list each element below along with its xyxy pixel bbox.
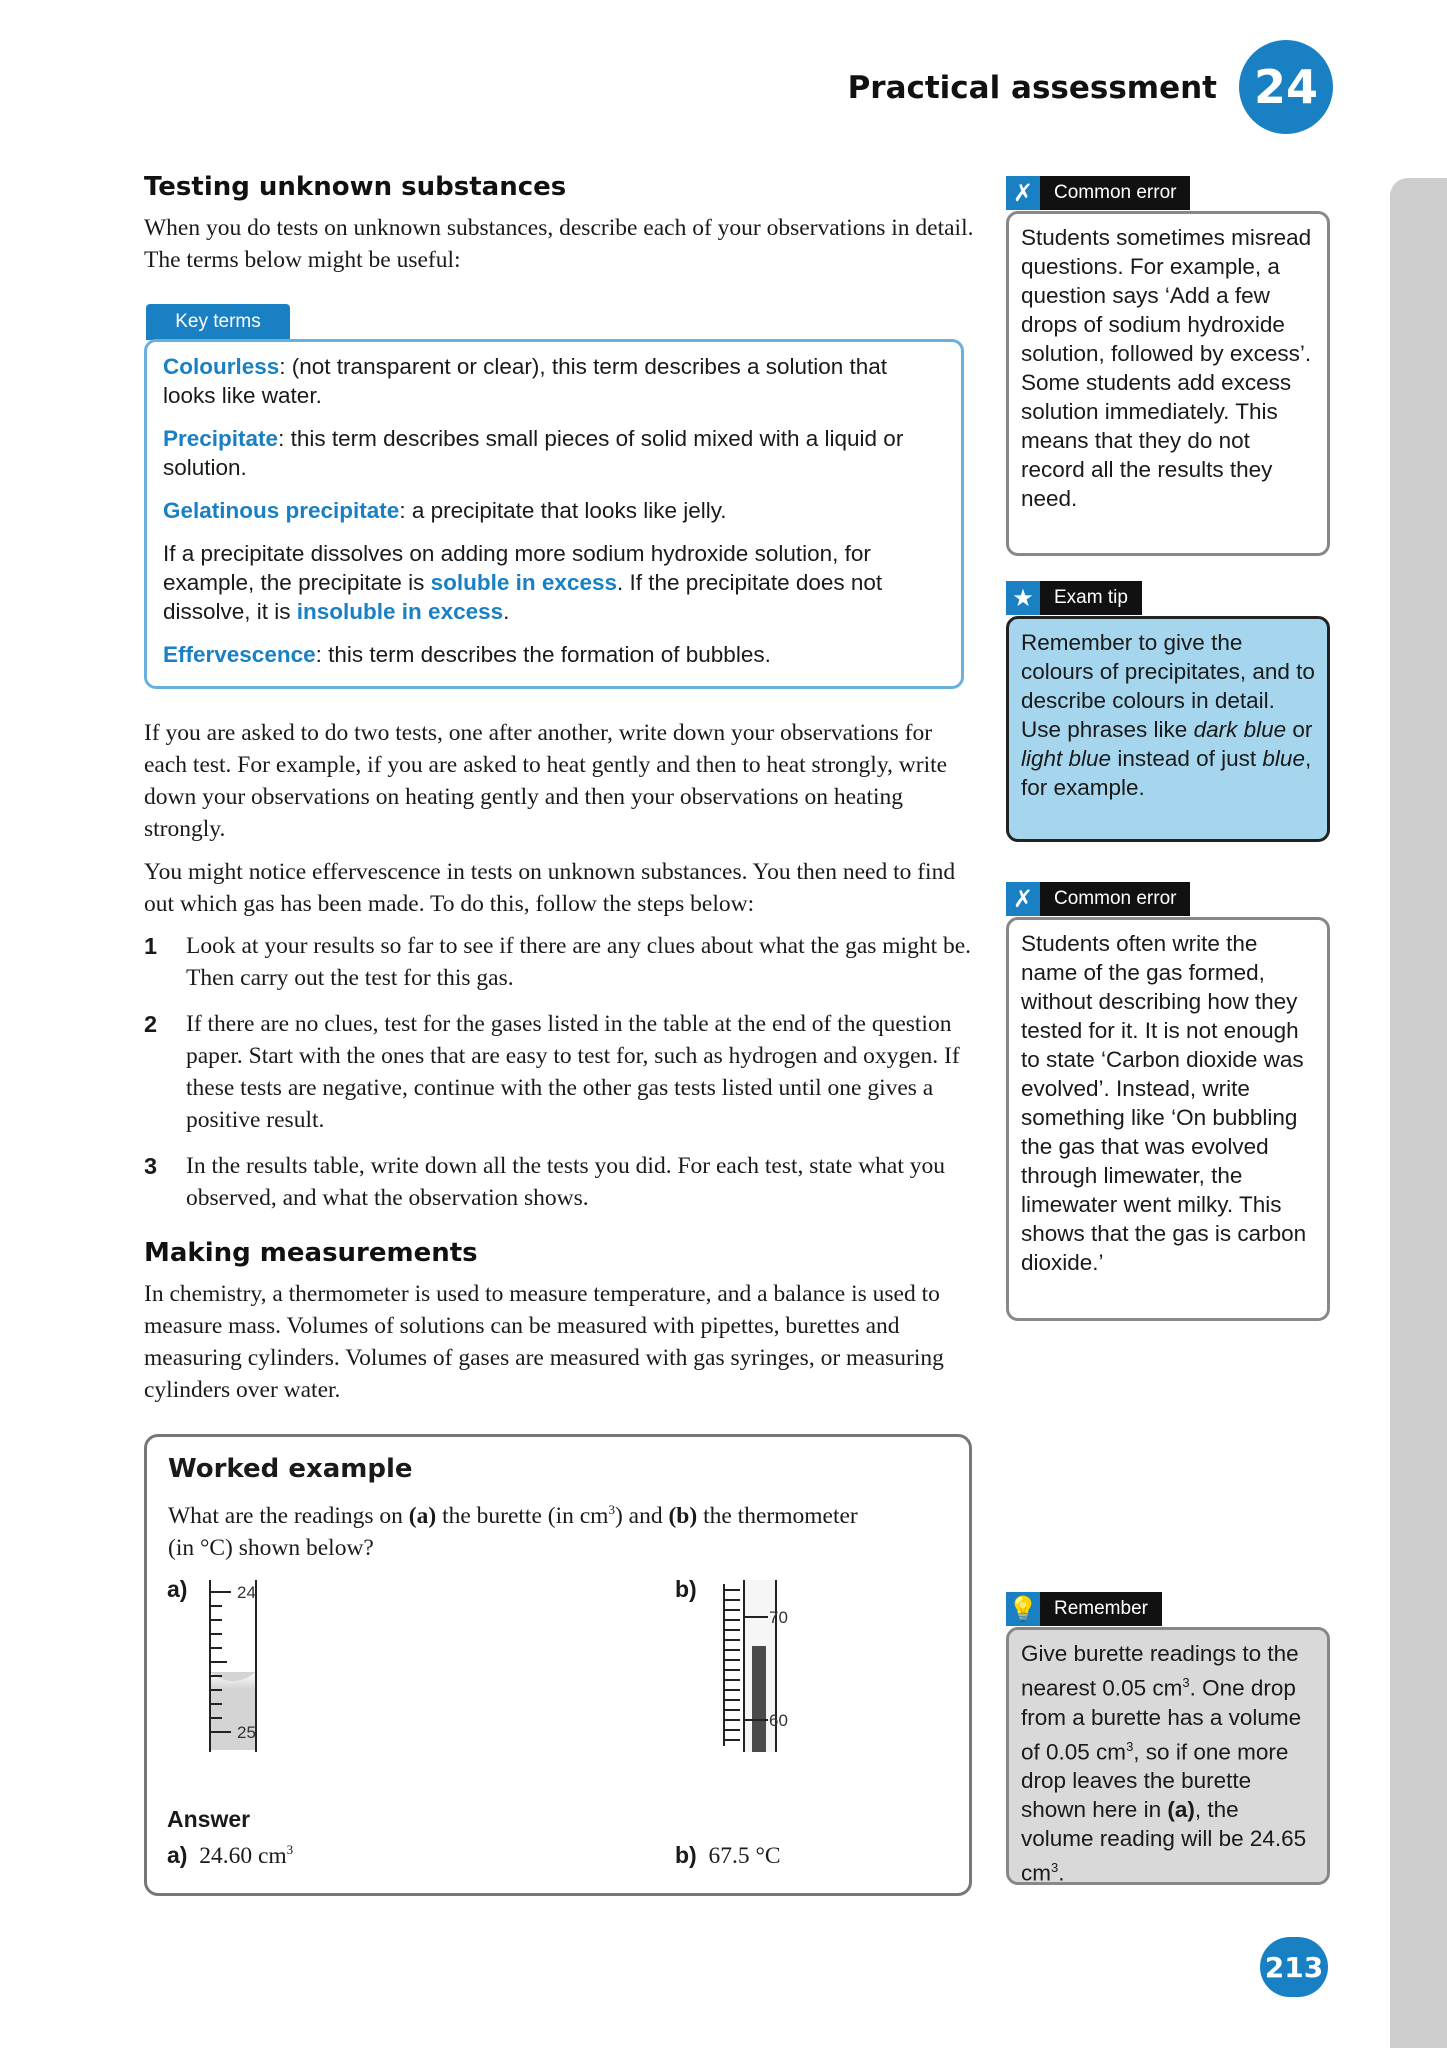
term-gelatinous: Gelatinous precipitate: a precipitate that looks like jelly. xyxy=(163,498,727,523)
steps-list xyxy=(144,930,974,1228)
burette-figure xyxy=(205,1580,265,1752)
page-number: 213 xyxy=(1260,1937,1328,1997)
intro-paragraph: When you do tests on unknown substances, describe each of your observations in detail. The terms below might be useful: xyxy=(144,215,974,273)
burette-top-label: 24 xyxy=(237,1583,256,1602)
exam-tip-tab: ★ Exam tip xyxy=(1006,581,1142,615)
list-item: 2 If there are no clues, test for the gases listed in the table at the end of the question paper. Start with the ones that are easy to test for, such as hydrogen and oxygen. If these tests are negative, continue with the other gas tests listed until one gives a positive result. xyxy=(144,1011,960,1133)
measurements-paragraph: In chemistry, a thermometer is used to measure temperature, and a balance is used to measure mass. Volumes of solutions can be measured with pipettes, burettes and measuring cylinders. Volumes of gases are measured with gas syringes, or measuring cylinders over water. xyxy=(144,1281,944,1403)
remember-tab: 💡 Remember xyxy=(1006,1592,1162,1626)
term-effervescence: Effervescence: this term describes the formation of bubbles. xyxy=(163,642,771,667)
chapter-badge: 24 xyxy=(1239,40,1333,134)
star-icon: ★ xyxy=(1006,581,1040,615)
cross-icon: ✗ xyxy=(1006,176,1040,210)
key-terms-box xyxy=(144,339,964,689)
thermometer-bottom-label: 60 xyxy=(769,1711,788,1730)
cross-icon: ✗ xyxy=(1006,882,1040,916)
section-title-testing: Testing unknown substances xyxy=(144,172,567,202)
answer-b: b) 67.5 °C xyxy=(675,1842,781,1869)
figure-label-a: a) xyxy=(167,1576,188,1602)
common-error-box-2: Students often write the name of the gas formed, without describing how they tested for it. It is not enough to state ‘Carbon dioxide was evolved’. Instead, write something like ‘On bubbling the gas that was evolved through limewater, the limewater went milky. This shows that the gas is carbon dioxide.’ xyxy=(1006,917,1330,1321)
thermometer-top-label: 70 xyxy=(769,1608,788,1627)
term-precipitate: Precipitate: this term describes small pieces of solid mixed with a liquid or solution. xyxy=(163,426,904,480)
key-terms-tab: Key terms xyxy=(146,304,290,340)
term-excess: If a precipitate dissolves on adding more sodium hydroxide solution, for example, the precipitate is soluble in excess. If the precipitate does not dissolve, it is insoluble in excess. xyxy=(163,541,883,624)
section-title-measurements: Making measurements xyxy=(144,1238,478,1268)
side-tab-strip xyxy=(1390,178,1447,2048)
common-error-tab-2: ✗ Common error xyxy=(1006,882,1190,916)
exam-tip-box: Remember to give the colours of precipitates, and to describe colours in detail. Use phrases like dark blue or light blue instead of just blue, for example. xyxy=(1006,616,1330,842)
term-colourless: Colourless: (not transparent or clear), this term describes a solution that looks like water. xyxy=(163,354,888,408)
answer-a: a) 24.60 $cm^3$ xyxy=(167,1842,294,1869)
worked-example-question: What are the readings on (a) the burette (in $cm^3$) and (b) the thermometer (in °C) shown below? xyxy=(168,1502,858,1561)
list-item: 3 In the results table, write down all the tests you did. For each test, state what you observed, and what the observation shows. xyxy=(144,1153,946,1211)
list-item: 1 Look at your results so far to see if there are any clues about what the gas might be. Then carry out the test for this gas. xyxy=(144,933,972,991)
thermometer-figure xyxy=(720,1580,800,1752)
common-error-box-1: Students sometimes misread questions. For example, a question says ‘Add a few drops of sodium hydroxide solution, followed by excess’. Some students add excess solution immediately. This means that they do not record all the results they need. xyxy=(1006,211,1330,556)
burette-bottom-label: 25 xyxy=(237,1723,256,1742)
lightbulb-icon: 💡 xyxy=(1006,1592,1040,1626)
page-header-title: Practical assessment xyxy=(847,70,1217,106)
answer-heading: Answer xyxy=(167,1806,251,1832)
remember-box: Give burette readings to the nearest 0.05 $cm^3$. One drop from a burette has a volume of 0.05 $cm^3$, so if one more drop leaves the burette shown here in (a), the volume reading will be 24.65 $cm^3$. xyxy=(1006,1627,1330,1885)
paragraph-two-tests: If you are asked to do two tests, one after another, write down your observations for each test. For example, if you are asked to heat gently and then to heat strongly, write down your observations on heating gently and then your observations on heating strongly. xyxy=(144,720,948,842)
common-error-tab-1: ✗ Common error xyxy=(1006,176,1190,210)
worked-example-title: Worked example xyxy=(168,1454,413,1484)
paragraph-effervescence: You might notice effervescence in tests on unknown substances. You then need to find out which gas has been made. To do this, follow the steps below: xyxy=(144,859,956,917)
figure-label-b: b) xyxy=(675,1576,697,1602)
